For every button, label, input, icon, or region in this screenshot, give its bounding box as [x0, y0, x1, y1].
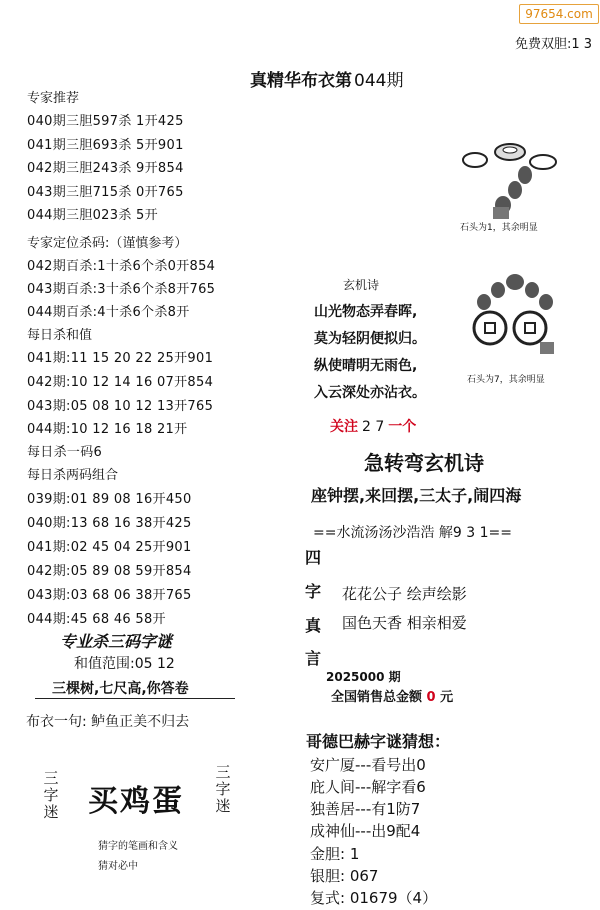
expert-row: 044期三胆023杀 5开	[27, 208, 158, 223]
poem-line: 纵使晴明无雨色,	[314, 358, 418, 374]
sum-range: 和值范围:05 12	[74, 656, 175, 672]
riddle-main-word: 买鸡蛋	[88, 784, 184, 819]
pro-kill-title: 专业杀三码字谜	[60, 632, 173, 651]
daily-two-row: 039期:01 89 08 16开450	[27, 492, 192, 507]
gold-pick: 金胆: 1	[310, 845, 360, 863]
poem-line: 入云深处亦沾衣。	[314, 385, 426, 401]
sales-amount: 0	[426, 690, 436, 705]
daily-two-heading: 每日杀两码组合	[27, 468, 119, 483]
daily-sum-heading: 每日杀和值	[27, 328, 93, 343]
riddle-trees: 三棵树,七尺高,你答卷	[52, 681, 189, 697]
four-words-char: 真	[305, 616, 322, 635]
riddle-hint-2: 猜对必中	[98, 861, 138, 872]
page-title	[250, 66, 403, 91]
expert-heading: 专家推荐	[27, 91, 80, 106]
sales-total	[331, 686, 453, 705]
daily-sum-row: 041期:11 15 20 22 25开901	[27, 351, 214, 366]
silver-pick: 银胆: 067	[310, 867, 379, 885]
sales-unit: 元	[440, 690, 454, 705]
focus-suffix: 一个	[388, 419, 417, 435]
poem-line: 山光物态弄春晖,	[314, 304, 418, 320]
daily-two-row: 044期:45 68 46 58开	[27, 612, 166, 627]
sales-period: 2025000 期	[326, 670, 401, 684]
position-kill-row: 043期百杀:3十杀6个杀8开765	[27, 282, 216, 297]
goldbach-row: 庇人间---解字看6	[310, 778, 426, 796]
focus-label: 关注	[330, 419, 358, 435]
issue-number: 044期	[354, 71, 404, 91]
daily-one-kill: 每日杀一码6	[27, 445, 103, 460]
coins-stone-picture-1	[455, 135, 575, 220]
daily-two-row: 042期:05 89 08 59开854	[27, 564, 192, 579]
poem-line: 莫为轻阴便拟归。	[314, 331, 426, 347]
twist-title: 急转弯玄机诗	[364, 451, 484, 475]
title-text: 真精华布衣第	[250, 71, 352, 91]
site-logo: 97654.com	[519, 4, 599, 24]
goldbach-row: 成神仙---出9配4	[310, 822, 421, 840]
picture-caption-1: 石头为1，其余明显	[460, 223, 538, 233]
free-pick: 免费双胆:1 3	[514, 37, 592, 52]
divider	[35, 698, 235, 699]
buyi-sentence: 布衣一句: 鲈鱼正美不归去	[26, 714, 190, 730]
focus-line	[330, 416, 416, 436]
combo-pick: 复式: 01679（4）	[310, 889, 438, 907]
daily-two-row: 043期:03 68 06 38开765	[27, 588, 192, 603]
four-words-char: 言	[305, 649, 322, 668]
position-kill-row: 042期百杀:1十杀6个杀0开854	[27, 259, 216, 274]
sales-label: 全国销售总金额	[331, 690, 423, 705]
vertical-riddle-label-right: 三字迷	[215, 763, 231, 815]
daily-two-row: 040期:13 68 16 38开425	[27, 516, 192, 531]
expert-row: 040期三胆597杀 1开425	[27, 114, 184, 129]
expert-row: 041期三胆693杀 5开901	[27, 138, 184, 153]
poem-title: 玄机诗	[343, 278, 380, 292]
riddle-hint: 猜字的笔画和含义	[98, 841, 178, 852]
four-words-char: 字	[305, 582, 322, 601]
idiom-line: 国色天香 相亲相爱	[342, 614, 467, 632]
daily-sum-row: 043期:05 08 10 12 13开765	[27, 399, 214, 414]
focus-numbers: 2 7	[362, 419, 385, 435]
position-kill-row: 044期百杀:4十杀6个杀8开	[27, 305, 190, 320]
picture-caption-2: 石头为7，其余明显	[467, 375, 545, 385]
idiom-line: 花花公子 绘声绘影	[342, 585, 467, 603]
water-line: ==水流汤汤沙浩浩 解9 3 1==	[313, 525, 512, 541]
coins-stone-picture-2	[460, 270, 570, 365]
daily-two-row: 041期:02 45 04 25开901	[27, 540, 192, 555]
daily-sum-row: 042期:10 12 14 16 07开854	[27, 375, 214, 390]
goldbach-row: 独善居---有1防7	[310, 800, 421, 818]
expert-row: 042期三胆243杀 9开854	[27, 161, 184, 176]
position-kill-heading: 专家定位杀码:（谨慎参考）	[27, 236, 188, 251]
expert-row: 043期三胆715杀 0开765	[27, 185, 184, 200]
four-words-char: 四	[305, 548, 322, 567]
goldbach-row: 安广厦---看号出0	[310, 756, 426, 774]
vertical-riddle-label-left: 三字迷	[43, 769, 59, 821]
goldbach-heading: 哥德巴赫字谜猜想：	[306, 732, 451, 751]
twist-line: 座钟摆,来回摆,三太子,闹四海	[311, 486, 522, 505]
daily-sum-row: 044期:10 12 16 18 21开	[27, 422, 188, 437]
